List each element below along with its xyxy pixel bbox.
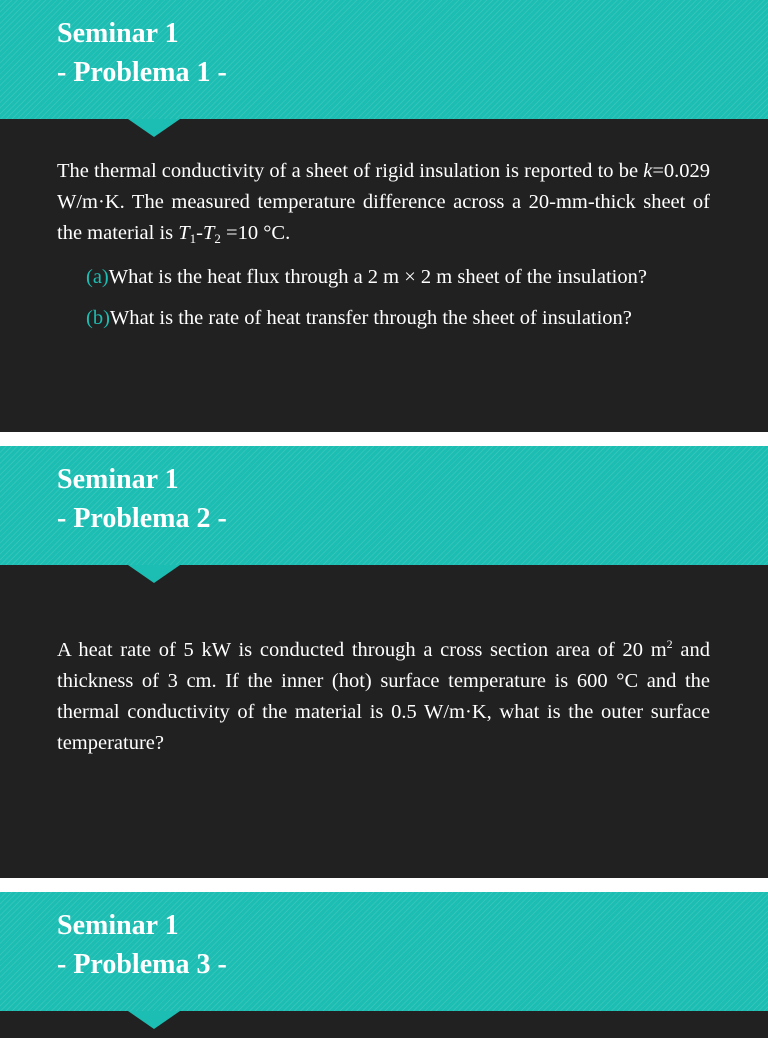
slide-problem-2	[0, 446, 768, 878]
title-line-2: - Problema 3 -	[57, 949, 227, 980]
title-line-1: Seminar 1	[57, 18, 179, 49]
header-notch	[128, 565, 180, 583]
slide-gap	[0, 878, 768, 892]
header-notch	[128, 119, 180, 137]
slide-problem-1	[0, 0, 768, 432]
slide-gap	[0, 432, 768, 446]
title-line-1: Seminar 1	[57, 910, 179, 941]
title-line-1: Seminar 1	[57, 464, 179, 495]
slide-title	[57, 906, 227, 984]
title-line-2: - Problema 1 -	[57, 57, 227, 88]
slide-header	[0, 892, 768, 1011]
title-line-2: - Problema 2 -	[57, 503, 227, 534]
slide-header	[0, 0, 768, 119]
problem-statement: The thermal conductivity of a sheet of rigid insulation is reported to be k=0.029 W/m·K. The measured temperature difference across a 20-mm-thick sheet of the material is $T_1-T_2 =10$ °C.	[57, 160, 710, 246]
problem-statement: A heat rate of 5 kW is conducted through a cross section area of 20 $m^2$ and thickness of 3 cm. If the inner (hot) surface temperature is 600 °C and the thermal conductivity of the material is 0.5 W/m·K, what is the outer surface temperature?	[57, 637, 710, 754]
question-list	[86, 262, 728, 344]
question-b: (b)What is the rate of heat transfer through the sheet of insulation?	[86, 307, 632, 329]
slide-title	[57, 14, 227, 92]
slide-header	[0, 446, 768, 565]
slide-title	[57, 460, 227, 538]
header-notch	[128, 1011, 180, 1029]
slide-problem-3	[0, 892, 768, 1038]
question-a: (a)What is the heat flux through a 2 m × 2 m sheet of the insulation?	[86, 266, 647, 288]
